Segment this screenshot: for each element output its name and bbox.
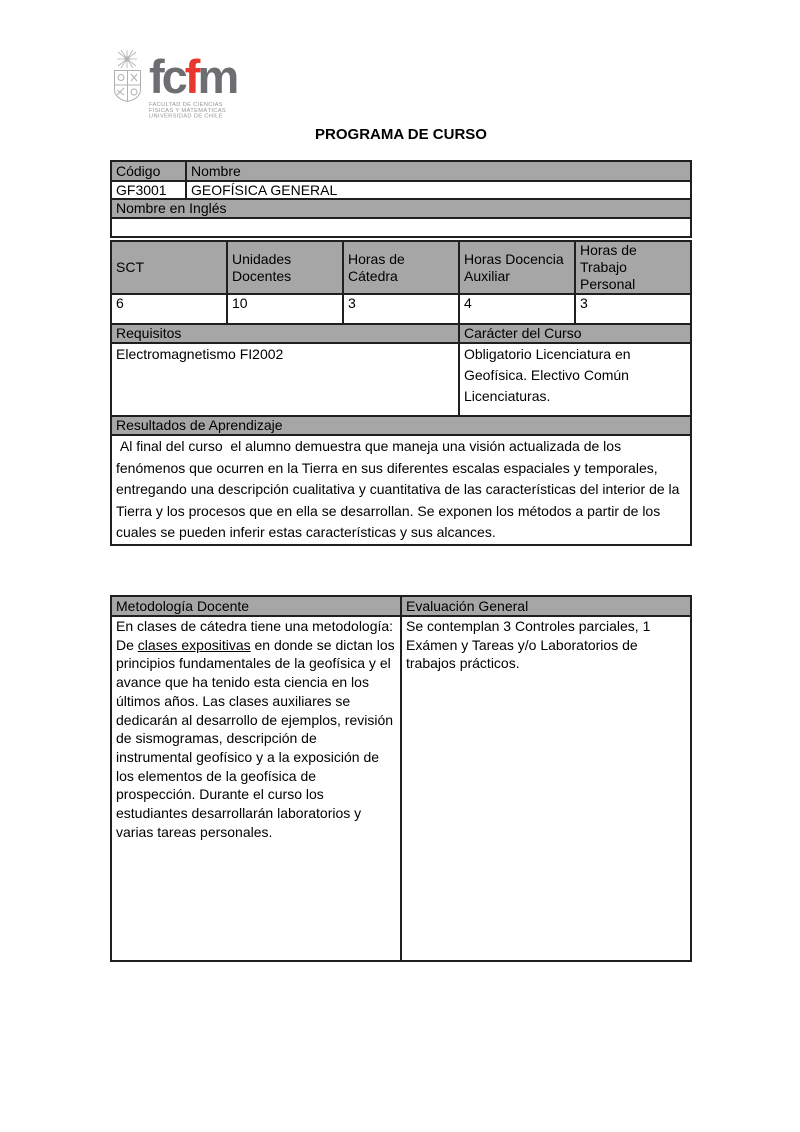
metodologia-text xyxy=(111,616,401,961)
metodologia-text-after: en donde se dictan los principios fundamentales de la geofísica y el avance que ha tenido esta ciencia en los últimos años. Las clases auxiliares se dedicarán al desarrollo de ejemplos, revisión de sismogramas, descripción de instrumental geofísico y a la exposición de los elementos de la geofísica de prospección. Durante el curso los estudiantes desarrollarán laboratorios y varias tareas personales. xyxy=(116,636,399,840)
methodology-evaluation-table xyxy=(110,595,692,962)
metodologia-header: Metodología Docente xyxy=(111,596,401,616)
credits-requirements-table xyxy=(110,240,692,546)
horas-trabajo-header: Horas de Trabajo Personal xyxy=(575,241,691,294)
requisitos-value: Electromagnetismo FI2002 xyxy=(111,343,459,416)
logo-caption xyxy=(149,102,226,119)
crest-starburst xyxy=(117,50,137,68)
horas-catedra-header: Horas de Cátedra xyxy=(343,241,459,294)
course-code: GF3001 xyxy=(111,181,186,199)
metodologia-text-underlined: clases expositivas xyxy=(137,636,251,653)
resultados-paragraph: Al final del curso el alumno demuestra que maneja una visión actualizada de los fenómenos que ocurren en la Tierra en sus diferentes escalas espaciales y temporales, entregando una descripción cualitativa y cuantitativa de las características del interior de la Tierra y los procesos que en ella se desarrollan. Se exponen los métodos a partir de los cuales se pueden inferir estas características y sus alcances. xyxy=(116,438,684,540)
university-crest-icon xyxy=(111,49,144,109)
english-name-header: Nombre en Inglés xyxy=(111,199,691,218)
resultados-header: Resultados de Aprendizaje xyxy=(111,416,691,435)
horas-docencia-value: 4 xyxy=(459,294,575,324)
sct-header: SCT xyxy=(111,241,227,294)
name-header: Nombre xyxy=(186,161,691,181)
fcfm-logo xyxy=(111,47,243,123)
course-id-table xyxy=(110,160,692,238)
fcfm-wordmark xyxy=(149,50,243,103)
unidades-docentes-value: 10 xyxy=(227,294,343,324)
evaluacion-header: Evaluación General xyxy=(401,596,691,616)
logo-caption-line1: FACULTAD DE CIENCIAS xyxy=(149,102,223,108)
horas-docencia-header: Horas Docencia Auxiliar xyxy=(459,241,575,294)
wordmark-red-f: f xyxy=(184,50,198,103)
wordmark-gray-fc: fc xyxy=(149,50,185,103)
logo-brand-block xyxy=(149,47,243,123)
page-title: PROGRAMA DE CURSO xyxy=(315,126,487,143)
caracter-header: Carácter del Curso xyxy=(459,324,691,343)
logo-caption-line3: UNIVERSIDAD DE CHILE xyxy=(149,113,223,120)
requisitos-header: Requisitos xyxy=(111,324,459,343)
metodologia-text-before: En clases de cátedra tiene una metodología: De xyxy=(116,618,397,653)
resultados-text xyxy=(111,435,691,545)
crest-shield xyxy=(115,71,141,102)
horas-trabajo-value: 3 xyxy=(575,294,691,324)
course-name: GEOFÍSICA GENERAL xyxy=(186,181,691,199)
unidades-docentes-header: Unidades Docentes xyxy=(227,241,343,294)
english-name-value xyxy=(111,218,691,237)
caracter-value: Obligatorio Licenciatura en Geofísica. Electivo Común Licenciaturas. xyxy=(459,343,691,416)
code-header: Código xyxy=(111,161,186,181)
horas-catedra-value: 3 xyxy=(343,294,459,324)
wordmark-gray-m: m xyxy=(197,50,237,103)
sct-value: 6 xyxy=(111,294,227,324)
evaluacion-text: Se contemplan 3 Controles parciales, 1 Exámen y Tareas y/o Laboratorios de trabajos prácticos. xyxy=(401,616,691,961)
logo-caption-line2: FÍSICAS Y MATEMÁTICAS xyxy=(149,107,227,114)
